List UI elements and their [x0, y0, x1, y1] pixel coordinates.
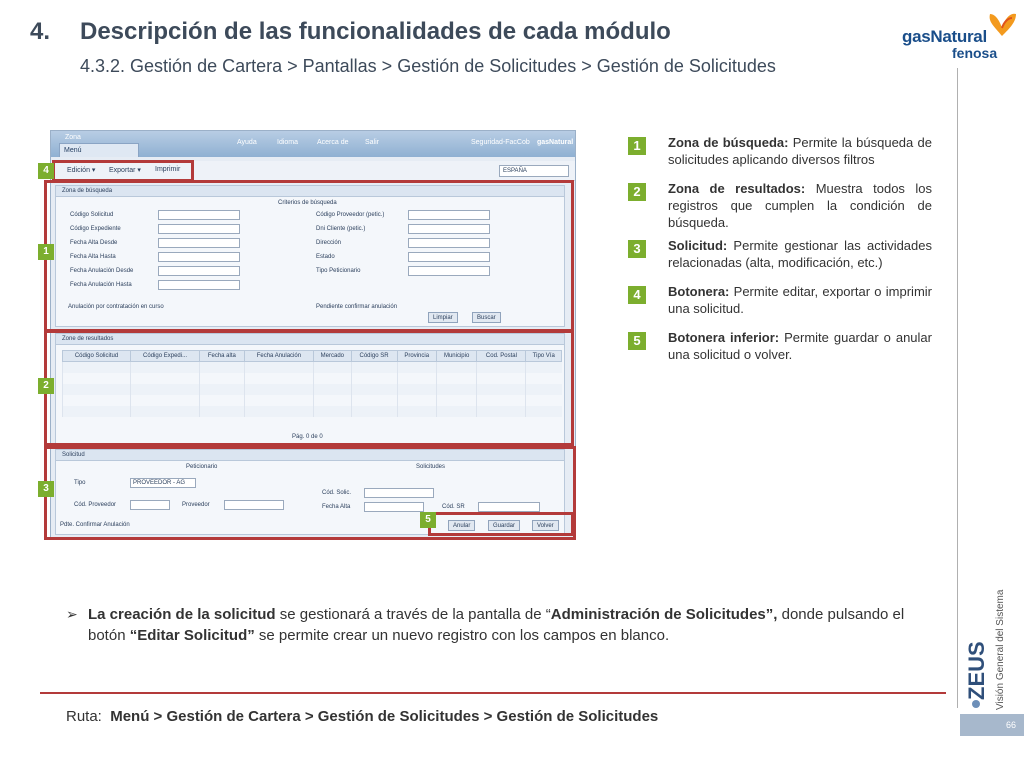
footer-divider: [40, 692, 946, 694]
label-estado: Estado: [316, 254, 335, 260]
link-help[interactable]: Ayuda: [237, 139, 257, 146]
highlight-search-zone: [44, 180, 574, 332]
label-codigo-proveedor: Código Proveedor (petic.): [316, 212, 385, 218]
label-fecha-alta: Fecha Alta: [322, 504, 351, 510]
label-fecha-anulacion-hasta: Fecha Anulación Hasta: [70, 282, 132, 288]
marker-1: 1: [38, 244, 54, 260]
label-cod-solic: Cód. Solic.: [322, 490, 352, 496]
section-number: 4.: [30, 18, 51, 45]
highlight-bottom-buttons: [428, 512, 574, 536]
page-number: 66: [960, 714, 1024, 736]
col-tipo-via[interactable]: Tipo Vía: [526, 351, 562, 362]
print-button[interactable]: Imprimir: [155, 166, 181, 173]
link-language[interactable]: Idioma: [277, 139, 299, 146]
label-pendiente-anulacion: Pdte. Confirmar Anulación: [60, 522, 130, 528]
note-text: La creación de la solicitud se gestionará a través de la pantalla de “Administración de Solicitudes”, donde pulsando el botón “Editar Solicitud” se permite crear un nuevo registro con los campos en blanco.: [88, 606, 905, 644]
search-button[interactable]: Buscar: [472, 312, 501, 323]
legend-num: 2: [628, 183, 646, 201]
petitioner-title: Peticionario: [186, 464, 218, 470]
label-codigo-solicitud: Código Solicitud: [70, 212, 114, 218]
route-breadcrumb: Ruta: Menú > Gestión de Cartera > Gestión de Solicitudes > Gestión de Solicitudes: [66, 708, 659, 725]
requests-title: Solicitudes: [416, 464, 446, 470]
legend-text: Solicitud: Permite gestionar las actividades relacionadas (alta, modificación, etc.): [668, 238, 932, 270]
label-check-pendiente: Pendiente confirmar anulación: [316, 304, 398, 310]
label-fecha-alta-hasta: Fecha Alta Hasta: [70, 254, 116, 260]
col-municipio[interactable]: Municipio: [436, 351, 476, 362]
legend-text: Zona de búsqueda: Permite la búsqueda de solicitudes aplicando diversos filtros: [668, 135, 932, 167]
vertical-divider: [957, 68, 958, 708]
country-select[interactable]: ESPAÑA: [499, 165, 569, 177]
label-tipo: Tipo: [74, 480, 86, 486]
legend-text: Botonera inferior: Permite guardar o anular una solicitud o volver.: [668, 330, 932, 362]
legend-item-3: [628, 237, 932, 277]
note-paragraph: [66, 604, 926, 646]
export-button[interactable]: Exportar ▾: [109, 167, 141, 174]
select-tipo[interactable]: PROVEEDOR - AG: [130, 478, 196, 488]
label-cod-proveedor: Cód. Proveedor: [74, 502, 117, 508]
label-proveedor: Proveedor: [182, 502, 210, 508]
col-fecha-alta[interactable]: Fecha alta: [200, 351, 245, 362]
label-dni-cliente: Dni Cliente (petic.): [316, 226, 366, 232]
search-zone-title: Zona de búsqueda: [56, 186, 564, 197]
edit-button[interactable]: Edición ▾: [67, 167, 96, 174]
label-direccion: Dirección: [316, 240, 342, 246]
label-tipo-peticionario: Tipo Peticionario: [316, 268, 361, 274]
logo-line1: gasNatural: [902, 27, 987, 46]
legend-text: Zona de resultados: Muestra todos los registros que cumplen la condición de búsqueda.: [668, 181, 932, 230]
pager[interactable]: Pág. 0 de 0: [292, 434, 323, 440]
col-codigo-solicitud[interactable]: Código Solicitud: [63, 351, 131, 362]
legend-num: 3: [628, 240, 646, 258]
page-title: Descripción de las funcionalidades de cada módulo: [80, 18, 671, 45]
legend-item-4: [628, 283, 932, 323]
legend-num: 4: [628, 286, 646, 304]
gas-natural-fenosa-logo: [902, 10, 1020, 66]
marker-5: 5: [420, 512, 436, 528]
request-zone-title: Solicitud: [56, 450, 564, 461]
vertical-caption: Visión General del Sistema: [995, 589, 1006, 710]
zeus-logo: [960, 620, 996, 710]
legend: [628, 134, 932, 375]
legend-num: 1: [628, 137, 646, 155]
col-fecha-anulacion[interactable]: Fecha Anulación: [244, 351, 314, 362]
highlight-toolbar: [52, 160, 194, 182]
col-codigo-expediente[interactable]: Código Expedi...: [131, 351, 200, 362]
cancel-request-button[interactable]: Anular: [448, 520, 475, 531]
user-label: Seguridad-FacCob: [471, 139, 530, 146]
back-button[interactable]: Volver: [532, 520, 559, 531]
legend-item-2: [628, 180, 932, 231]
mini-logo: gasNatural: [537, 139, 574, 146]
svg-text:ZEUS: ZEUS: [964, 641, 989, 700]
marker-4: 4: [38, 163, 54, 179]
legend-text: Botonera: Permite editar, exportar o imprimir una solicitud.: [668, 284, 932, 316]
marker-2: 2: [38, 378, 54, 394]
col-cod-postal[interactable]: Cod. Postal: [477, 351, 526, 362]
link-exit[interactable]: Salir: [365, 139, 380, 146]
page-subtitle: 4.3.2. Gestión de Cartera > Pantallas > Gestión de Solicitudes > Gestión de Solicitudes: [80, 56, 776, 76]
highlight-results-zone: [44, 330, 574, 446]
col-mercado[interactable]: Mercado: [314, 351, 351, 362]
menu-tab[interactable]: Menú: [59, 143, 139, 157]
bullet-arrow-icon: ➢: [66, 606, 78, 622]
butterfly-icon: [986, 10, 1018, 38]
results-zone-title: Zone de resultados: [56, 334, 564, 345]
label-fecha-anulacion-desde: Fecha Anulación Desde: [70, 268, 134, 274]
criteria-title: Criterios de búsqueda: [278, 200, 337, 206]
app-top-bar: [51, 131, 576, 157]
label-cod-sr: Cód. SR: [442, 504, 465, 510]
save-button[interactable]: Guardar: [488, 520, 520, 531]
legend-item-1: [628, 134, 932, 174]
label-fecha-alta-desde: Fecha Alta Desde: [70, 240, 118, 246]
clear-button[interactable]: Limpiar: [428, 312, 458, 323]
marker-3: 3: [38, 481, 54, 497]
label-check-anulacion: Anulación por contratación en curso: [68, 304, 164, 310]
zeus-emblem-icon: [960, 620, 996, 710]
legend-num: 5: [628, 332, 646, 350]
logo-line2: fenosa: [952, 45, 998, 61]
link-about[interactable]: Acerca de: [317, 139, 349, 146]
app-title-tab: Zona: [65, 134, 81, 141]
legend-item-5: [628, 329, 932, 369]
col-provincia[interactable]: Provincia: [397, 351, 436, 362]
col-codigo-sr[interactable]: Código SR: [351, 351, 397, 362]
label-codigo-expediente: Código Expediente: [70, 226, 121, 232]
